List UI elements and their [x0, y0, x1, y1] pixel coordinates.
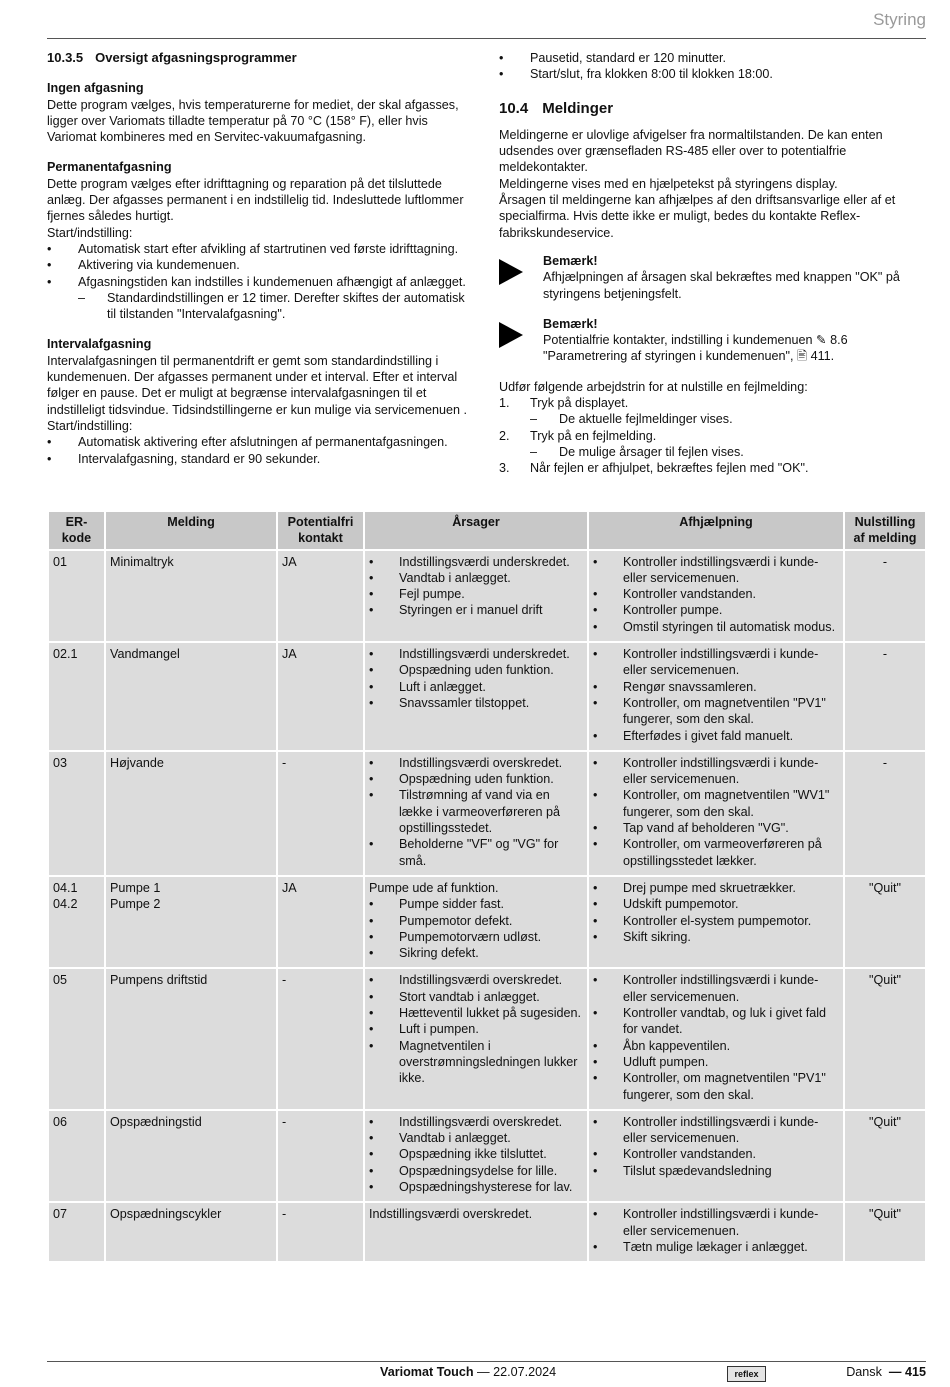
- remedy-item: • Kontroller indstillingsværdi i kunde- eller servicemenuen.: [593, 1114, 839, 1147]
- cell-remedy: [589, 551, 843, 641]
- cell-remedy: [589, 752, 843, 875]
- table-body: [49, 551, 925, 1262]
- ingen-afgasning-heading: Ingen afgasning: [47, 81, 144, 96]
- cause-item: • Styringen er i manuel drift: [369, 602, 583, 618]
- cell-message-line: Pumpe 1: [110, 880, 161, 895]
- note-title: Bemærk!: [543, 316, 598, 331]
- list-item: • Automatisk aktivering efter afslutningen af permanentafgasningen.: [47, 434, 475, 450]
- cell-reset: "Quit": [845, 1203, 925, 1261]
- remedy-item: • Rengør snavssamleren.: [593, 679, 839, 695]
- remedy-item: • Kontroller, om magnetventilen "WV1" fungerer, som den skal.: [593, 787, 839, 820]
- remedy-item: • Skift sikring.: [593, 929, 839, 945]
- cause-item: • Pumpemotorværn udløst.: [369, 929, 583, 945]
- cell-causes: [365, 969, 587, 1108]
- cell-message: Opspædningscykler: [106, 1203, 276, 1261]
- list-subitem: – Standardindstillingen er 12 timer. Derefter skiftes der automatisk til tilstanden "Intervalafgasning".: [47, 290, 475, 323]
- step-result: – De aktuelle fejlmeldinger vises.: [499, 411, 927, 427]
- cause-item: • Snavssamler tilstoppet.: [369, 695, 583, 711]
- section-title: Oversigt afgasningsprogrammer: [95, 50, 297, 65]
- section-title: Meldinger: [542, 99, 614, 117]
- cell-message: Pumpens driftstid: [106, 969, 276, 1108]
- permanentafgasning-text: Dette program vælges efter idrifttagning og reparation på det tilsluttede anlæg. Der afgasses permanent i en indstillelig tid. Indesluttede luftlommer fjernes således hurtigt.: [47, 176, 464, 224]
- cause-item: • Tilstrømning af vand via en lække i varmeoverføreren på opstillingsstedet.: [369, 787, 583, 836]
- left-column: [47, 50, 475, 467]
- table-row: [49, 643, 925, 750]
- remedy-item: • Kontroller indstillingsværdi i kunde- eller servicemenuen.: [593, 1206, 839, 1239]
- cell-causes: [365, 1111, 587, 1201]
- cell-reset: -: [845, 551, 925, 641]
- interval-list: [47, 434, 475, 467]
- note-box: [499, 253, 927, 302]
- cell-causes: [365, 643, 587, 750]
- cause-item: • Indstillingsværdi overskredet.: [369, 972, 583, 988]
- column-header-code: ER-kode: [49, 512, 104, 549]
- cell-remedy: [589, 877, 843, 967]
- table-row: [49, 752, 925, 875]
- reflex-logo: reflex: [727, 1366, 766, 1382]
- permanentafgasning-heading: Permanentafgasning: [47, 160, 172, 175]
- cause-item: • Luft i anlægget.: [369, 679, 583, 695]
- cell-code: 01: [49, 551, 104, 641]
- cause-item: • Indstillingsværdi underskredet.: [369, 646, 583, 662]
- cause-item: • Magnetventilen i overstrømningsledningen lukker ikke.: [369, 1038, 583, 1087]
- step-item: 2. Tryk på en fejlmelding.: [499, 428, 657, 443]
- remedy-item: • Kontroller indstillingsværdi i kunde- eller servicemenuen.: [593, 755, 839, 788]
- cell-code: 07: [49, 1203, 104, 1261]
- remedy-item: • Tætn mulige lækager i anlægget.: [593, 1239, 839, 1255]
- remedy-item: • Drej pumpe med skruetrækker.: [593, 880, 839, 896]
- cell-contact: JA: [278, 643, 363, 750]
- remedy-item: • Udskift pumpemotor.: [593, 896, 839, 912]
- cause-item: • Stort vandtab i anlægget.: [369, 989, 583, 1005]
- cause-item: • Pumpemotor defekt.: [369, 913, 583, 929]
- cell-causes: [365, 551, 587, 641]
- footer-page: [846, 1365, 926, 1379]
- column-header-contact: Potentialfri kontakt: [278, 512, 363, 549]
- remedy-item: • Efterfødes i givet fald manuelt.: [593, 728, 839, 744]
- cell-remedy: [589, 1111, 843, 1201]
- cell-remedy: [589, 969, 843, 1108]
- cell-code-line: 04.1: [53, 880, 78, 895]
- cell-message: [106, 877, 276, 967]
- running-header-title: Styring: [873, 10, 926, 29]
- cell-contact: JA: [278, 877, 363, 967]
- cell-contact: -: [278, 1203, 363, 1261]
- table-row: [49, 551, 925, 641]
- table-header-row: [49, 512, 925, 549]
- step-item: 1. Tryk på displayet.: [499, 396, 629, 411]
- cause-item: • Indstillingsværdi overskredet.: [369, 755, 583, 771]
- cause-item: • Indstillingsværdi overskredet.: [369, 1114, 583, 1130]
- remedy-item: • Tilslut spædevandsledning: [593, 1163, 839, 1179]
- intervalafgasning-text: Intervalafgasningen til permanentdrift er gemt som standardindstilling i kundemenuen. Der afgasses permanent under et interval. Efter et interval følger en pause. Det er muligt at begrænse intervalafgasningen til et indstilleligt tidsvindue. Tidsindstillingerne er kun mulige via servicemenuen .: [47, 353, 468, 417]
- section-heading-10-4: [499, 101, 927, 117]
- meldinger-paragraph-3: Årsagen til meldingerne kan afhjælpes af den driftsansvarlige eller af et specialfirma. Hvis dette ikke er muligt, bedes du kontakte Reflex-fabrikskundeservice.: [499, 193, 896, 240]
- cause-item: • Beholderne "VF" og "VG" for små.: [369, 836, 583, 869]
- column-header-reset: Nulstilling af melding: [845, 512, 925, 549]
- meldinger-paragraph-1: Meldingerne er ulovlige afvigelser fra normaltilstanden. De kan enten udsendes over grænsefladen RS-485 eller over to potentialfrie meldekontakter.: [499, 127, 883, 175]
- table-row: [49, 1203, 925, 1261]
- table-row: [49, 877, 925, 967]
- cell-code: 02.1: [49, 643, 104, 750]
- permanent-list: [47, 241, 475, 322]
- table-row: [49, 1111, 925, 1201]
- cell-remedy: [589, 643, 843, 750]
- cause-item: • Opspædning ikke tilsluttet.: [369, 1146, 583, 1162]
- cell-causes: [365, 1203, 587, 1261]
- footer-date: — 22.07.2024: [477, 1365, 557, 1379]
- column-header-remedy: Afhjælpning: [589, 512, 843, 549]
- remedy-item: • Omstil styringen til automatisk modus.: [593, 619, 839, 635]
- footer-product: [380, 1365, 556, 1379]
- remedy-item: • Kontroller, om magnetventilen "PV1" fungerer, som den skal.: [593, 695, 839, 728]
- cell-reset: -: [845, 643, 925, 750]
- steps-intro: Udfør følgende arbejdstrin for at nulstille en fejlmelding:: [499, 379, 808, 394]
- column-header-causes: Årsager: [365, 512, 587, 549]
- right-column: [499, 50, 927, 477]
- cell-message-line: Pumpe 2: [110, 897, 161, 912]
- remedy-item: • Kontroller pumpe.: [593, 602, 839, 618]
- cause-text: Indstillingsværdi overskredet.: [369, 1207, 533, 1222]
- list-item: • Pausetid, standard er 120 minutter.: [499, 50, 927, 66]
- section-number: 10.3.5: [47, 50, 84, 65]
- cause-item: • Vandtab i anlægget.: [369, 1130, 583, 1146]
- cause-item: • Pumpe sidder fast.: [369, 896, 583, 912]
- error-table: [47, 510, 927, 1263]
- list-item: • Automatisk start efter afvikling af startrutinen ved første idrifttagning.: [47, 241, 475, 257]
- cell-reset: "Quit": [845, 969, 925, 1108]
- cell-remedy: [589, 1203, 843, 1261]
- remedy-item: • Kontroller vandstanden.: [593, 1146, 839, 1162]
- cell-contact: -: [278, 752, 363, 875]
- cell-code: 05: [49, 969, 104, 1108]
- remedy-item: • Kontroller vandtab, og luk i givet fald for vandet.: [593, 1005, 839, 1038]
- cause-item: • Opspædningsydelse for lille.: [369, 1163, 583, 1179]
- cell-message: Opspædningstid: [106, 1111, 276, 1201]
- cell-code-line: 04.2: [53, 897, 78, 912]
- remedy-item: • Kontroller, om varmeoverføreren på opstillingsstedet lækker.: [593, 836, 839, 869]
- note-text: Afhjælpningen af årsagen skal bekræftes med knappen "OK" på styringens betjeningsfelt.: [543, 270, 900, 301]
- list-item: • Intervalafgasning, standard er 90 sekunder.: [47, 451, 475, 467]
- cell-message: Højvande: [106, 752, 276, 875]
- column-header-message: Melding: [106, 512, 276, 549]
- note-title: Bemærk!: [543, 253, 598, 268]
- remedy-item: • Udluft pumpen.: [593, 1054, 839, 1070]
- remedy-item: • Kontroller el-system pumpemotor.: [593, 913, 839, 929]
- cause-item: • Opspædning uden funktion.: [369, 771, 583, 787]
- remedy-item: • Kontroller indstillingsværdi i kunde- eller servicemenuen.: [593, 972, 839, 1005]
- interval-list-continued: [499, 50, 927, 83]
- note-arrow-icon: [499, 322, 523, 348]
- cell-code: 06: [49, 1111, 104, 1201]
- section-heading-10-3-5: [47, 50, 475, 66]
- cell-contact: -: [278, 969, 363, 1108]
- footer-product-name: Variomat Touch: [380, 1365, 474, 1379]
- list-item: • Afgasningstiden kan indstilles i kundemenuen afhængigt af anlægget.: [47, 274, 475, 290]
- cell-causes: [365, 877, 587, 967]
- header-rule: [47, 38, 926, 39]
- cell-message: Minimaltryk: [106, 551, 276, 641]
- remedy-item: • Åbn kappeventilen.: [593, 1038, 839, 1054]
- step-item: 3. Når fejlen er afhjulpet, bekræftes fejlen med "OK".: [499, 461, 809, 476]
- remedy-item: • Tap vand af beholderen "VG".: [593, 820, 839, 836]
- remedy-item: • Kontroller indstillingsværdi i kunde- eller servicemenuen.: [593, 646, 839, 679]
- cell-code: 03: [49, 752, 104, 875]
- cause-item: • Opspædning uden funktion.: [369, 662, 583, 678]
- ingen-afgasning-text: Dette program vælges, hvis temperaturerne for mediet, der skal afgasses, ligger over Variomats tilladte temperatur på 70 °C (158° F), eller hvis Variomat kombineres med en Servitec-vakuumafgasning.: [47, 97, 459, 145]
- cell-message: Vandmangel: [106, 643, 276, 750]
- meldinger-paragraph-2: Meldingerne vises med en hjælpetekst på styringens display.: [499, 176, 838, 191]
- footer-language: Dansk: [846, 1365, 882, 1379]
- cell-reset: "Quit": [845, 1111, 925, 1201]
- note-arrow-icon: [499, 259, 523, 285]
- cause-item: • Sikring defekt.: [369, 945, 583, 961]
- cause-item: • Hætteventil lukket på sugesiden.: [369, 1005, 583, 1021]
- cause-item: • Vandtab i anlægget.: [369, 570, 583, 586]
- step-result: – De mulige årsager til fejlen vises.: [499, 444, 927, 460]
- cause-item: • Opspædningshysterese for lav.: [369, 1179, 583, 1195]
- cell-reset: "Quit": [845, 877, 925, 967]
- permanent-start-label: Start/indstilling:: [47, 225, 133, 240]
- steps-list: [499, 395, 927, 476]
- note-box: [499, 316, 927, 365]
- remedy-item: • Kontroller indstillingsværdi i kunde- eller servicemenuen.: [593, 554, 839, 587]
- cell-code: [49, 877, 104, 967]
- footer-rule: [47, 1361, 926, 1362]
- list-item: • Aktivering via kundemenuen.: [47, 257, 475, 273]
- interval-start-label: Start/indstilling:: [47, 418, 133, 433]
- cause-item: • Indstillingsværdi underskredet.: [369, 554, 583, 570]
- list-item: • Start/slut, fra klokken 8:00 til klokken 18:00.: [499, 66, 927, 82]
- intervalafgasning-heading: Intervalafgasning: [47, 337, 152, 352]
- cause-item: • Luft i pumpen.: [369, 1021, 583, 1037]
- cell-contact: -: [278, 1111, 363, 1201]
- cell-causes: [365, 752, 587, 875]
- footer-page-number: — 415: [888, 1365, 926, 1379]
- cause-item: • Fejl pumpe.: [369, 586, 583, 602]
- note-text: Potentialfrie kontakter, indstilling i kundemenuen ✎ 8.6 "Parametrering af styringen i kundemenuen", 🖹 411.: [543, 333, 848, 364]
- section-number: 10.4: [499, 99, 529, 117]
- remedy-item: • Kontroller, om magnetventilen "PV1" fungerer, som den skal.: [593, 1070, 839, 1103]
- cell-reset: -: [845, 752, 925, 875]
- remedy-item: • Kontroller vandstanden.: [593, 586, 839, 602]
- cell-contact: JA: [278, 551, 363, 641]
- table-row: [49, 969, 925, 1108]
- cause-text: Pumpe ude af funktion.: [369, 880, 499, 895]
